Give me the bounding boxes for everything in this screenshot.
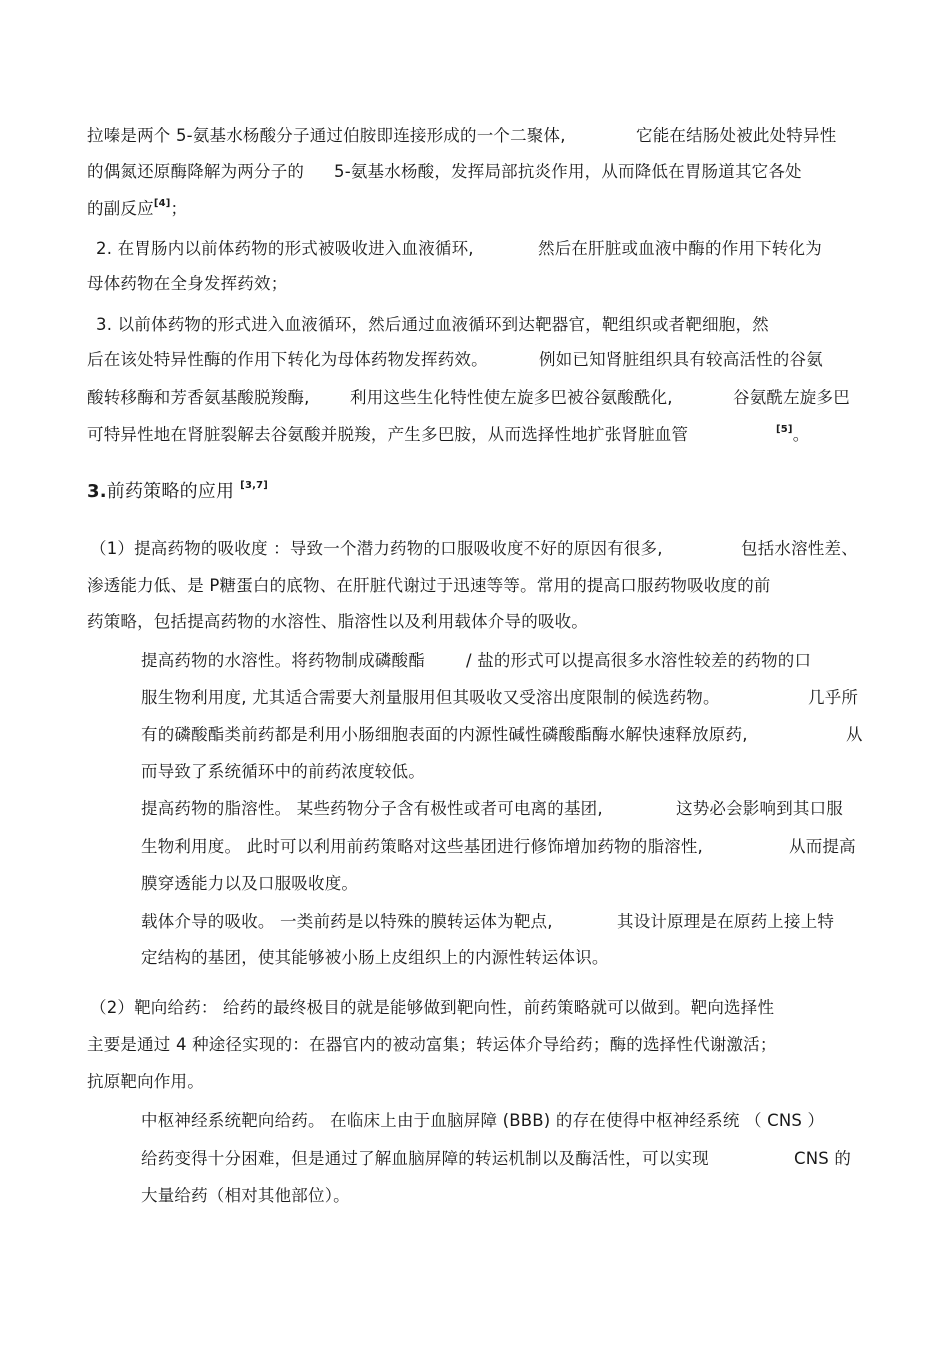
- list-item: [96, 239, 474, 259]
- text-line: [794, 1149, 851, 1169]
- text-line: [87, 350, 488, 370]
- text-segment: 定结构的基团，使其能够被小肠上皮组织上的内源性转运体识。: [141, 948, 609, 967]
- section-number: 3.: [87, 481, 107, 502]
- text-line: [141, 651, 425, 671]
- text-segment: 中枢神经系统靶向给药。 在临床上由于血脑屏障 (BBB) 的存在使得中枢神经系统 （ CNS ）: [141, 1111, 825, 1130]
- text-line: [141, 762, 425, 782]
- text-segment: 药策略，包括提高药物的水溶性、脂溶性以及利用载体介导的吸收。: [87, 612, 588, 631]
- text-line: [846, 725, 863, 745]
- text-line: [741, 539, 858, 559]
- text-line: [141, 912, 553, 932]
- text-segment: 这势必会影响到其口服: [676, 799, 843, 818]
- text-segment: 而导致了系统循环中的前药浓度较低。: [141, 762, 425, 781]
- text-segment: 几乎所: [808, 688, 859, 707]
- text-segment: 抗原靶向作用。: [87, 1072, 204, 1091]
- text-line: [789, 837, 856, 857]
- text-line: [539, 350, 823, 370]
- text-segment: 酸转移酶和芳香氨基酸脱羧酶,: [87, 388, 310, 407]
- text-segment: 5-氨基水杨酸，发挥局部抗炎作用，从而降低在胃肠道其它各处: [334, 162, 802, 181]
- text-segment: 给药变得十分困难，但是通过了解血脑屏障的转运机制以及酶活性，可以实现: [141, 1149, 709, 1168]
- text-segment: 大量给药（相对其他部位）。: [141, 1186, 350, 1205]
- text-segment: 2. 在胃肠内以前体药物的形式被吸收进入血液循环,: [96, 239, 474, 258]
- text-line: [87, 199, 187, 219]
- text-segment: 然后在肝脏或血液中酶的作用下转化为: [538, 239, 822, 258]
- text-segment: 3. 以前体药物的形式进入血液循环，然后通过血液循环到达靶器官，靶组织或者靶细胞，然: [96, 315, 769, 334]
- text-line: [733, 388, 850, 408]
- text-segment: 主要是通过 4 种途径实现的：在器官内的被动富集；转运体介导给药；酶的选择性代谢激活；: [87, 1035, 777, 1054]
- text-line: [141, 688, 720, 708]
- text-line: [141, 799, 603, 819]
- text-line: [141, 1186, 350, 1206]
- text-line: [87, 126, 566, 146]
- text-line: [87, 612, 588, 632]
- text-line: [350, 388, 673, 408]
- text-line: [87, 1072, 204, 1092]
- text-segment: 的副反应: [87, 199, 154, 218]
- text-line: [776, 425, 809, 445]
- text-line: [87, 1035, 777, 1055]
- section-heading: [87, 482, 268, 502]
- citation-ref: [3,7]: [240, 480, 269, 491]
- text-segment: 膜穿透能力以及口服吸收度。: [141, 874, 359, 893]
- text-segment: 利用这些生化特性使左旋多巴被谷氨酸酰化,: [350, 388, 673, 407]
- text-line: [538, 239, 822, 259]
- text-segment: 生物利用度。 此时可以利用前药策略对这些基团进行修饰增加药物的脂溶性,: [141, 837, 703, 856]
- text-segment: 母体药物在全身发挥药效；: [87, 274, 288, 293]
- text-line: [87, 425, 688, 445]
- text-line: [87, 162, 304, 182]
- text-line: [90, 998, 774, 1018]
- text-segment: （2）靶向给药： 给药的最终极目的就是能够做到靶向性，前药策略就可以做到。靶向选择性: [90, 998, 775, 1017]
- text-segment: / 盐的形式可以提高很多水溶性较差的药物的口: [466, 651, 812, 670]
- text-segment: 。: [792, 425, 810, 444]
- text-segment: ；: [170, 199, 188, 218]
- text-segment: 渗透能力低、是 P糖蛋白的底物、在肝脏代谢过于迅速等等。常用的提高口服药物吸收度的前: [87, 576, 771, 595]
- text-line: [141, 1149, 709, 1169]
- text-line: [141, 725, 748, 745]
- text-segment: 拉嗪是两个 5-氨基水杨酸分子通过伯胺即连接形成的一个二聚体,: [87, 126, 566, 145]
- text-line: [808, 688, 858, 708]
- text-line: [141, 874, 358, 894]
- text-line: [617, 912, 834, 932]
- text-line: [90, 539, 663, 559]
- text-line: [87, 274, 287, 294]
- text-segment: 可特异性地在肾脏裂解去谷氨酸并脱羧，产生多巴胺，从而选择性地扩张肾脏血管: [87, 425, 689, 444]
- text-segment: 有的磷酸酯类前药都是利用小肠细胞表面的内源性碱性磷酸酯酶水解快速释放原药,: [141, 725, 748, 744]
- text-segment: 它能在结肠处被此处特异性: [636, 126, 837, 145]
- text-segment: 包括水溶性差、: [741, 539, 858, 558]
- text-segment: 从而提高: [789, 837, 856, 856]
- text-line: [466, 651, 811, 671]
- text-segment: （1）提高药物的吸收度 ：导致一个潜力药物的口服吸收度不好的原因有很多,: [90, 539, 663, 558]
- text-segment: 例如已知肾脏组织具有较高活性的谷氨: [539, 350, 823, 369]
- text-segment: 载体介导的吸收。 一类前药是以特殊的膜转运体为靶点,: [141, 912, 553, 931]
- text-segment: 提高药物的水溶性。将药物制成磷酸酯: [141, 651, 425, 670]
- text-segment: 提高药物的脂溶性。 某些药物分子含有极性或者可电离的基团,: [141, 799, 603, 818]
- text-line: [141, 837, 703, 857]
- text-line: [334, 162, 802, 182]
- text-segment: 服生物利用度, 尤其适合需要大剂量服用但其吸收又受溶出度限制的候选药物。: [141, 688, 720, 707]
- text-line: [636, 126, 836, 146]
- citation-ref: [5]: [776, 423, 793, 435]
- text-segment: 后在该处特异性酶的作用下转化为母体药物发挥药效。: [87, 350, 488, 369]
- text-segment: 的偶氮还原酶降解为两分子的: [87, 162, 305, 181]
- text-segment: 其设计原理是在原药上接上特: [617, 912, 835, 931]
- text-line: [676, 799, 843, 819]
- text-line: [141, 948, 609, 968]
- text-line: [141, 1111, 824, 1131]
- text-line: [87, 576, 771, 596]
- section-title: 前药策略的应用: [106, 481, 235, 502]
- text-segment: 从: [846, 725, 863, 744]
- list-item: [96, 315, 769, 335]
- citation-ref: [4]: [153, 197, 171, 209]
- text-line: [87, 388, 310, 408]
- text-segment: CNS 的: [794, 1149, 852, 1168]
- text-segment: 谷氨酰左旋多巴: [733, 388, 850, 407]
